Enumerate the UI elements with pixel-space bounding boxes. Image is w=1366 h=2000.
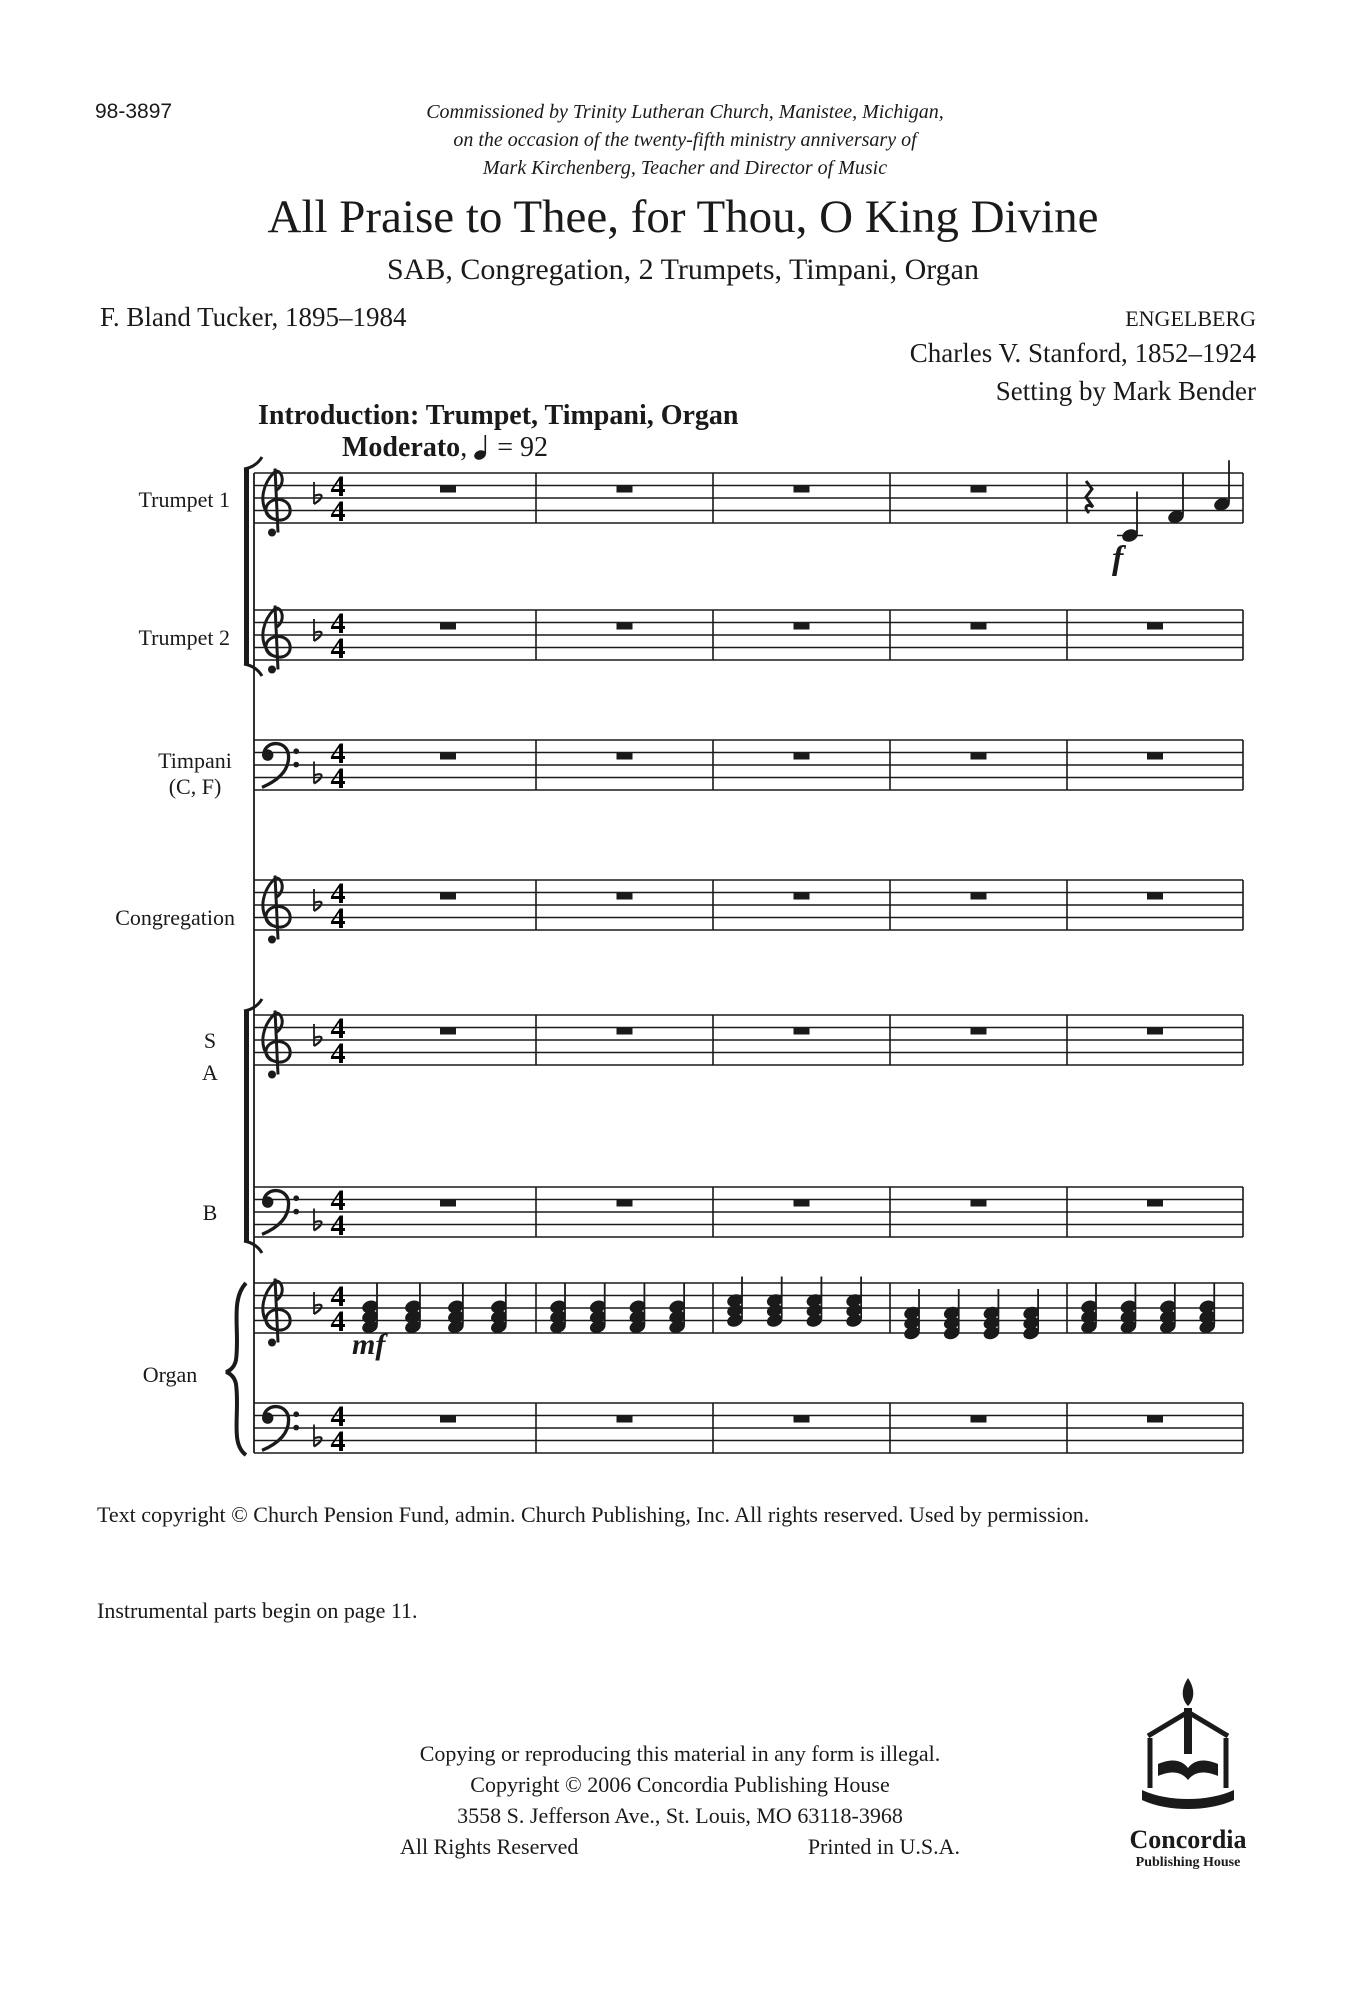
time-signature-bottom: 4 [330,632,346,666]
staff-trumpet2 [254,606,1243,674]
whole-rest [794,1028,810,1035]
staff-label-alto: A [202,1060,218,1085]
whole-rest [1147,1416,1163,1423]
commission-line: Mark Kirchenberg, Teacher and Director of Music [482,157,888,179]
dynamic-mezzo-forte: mf [352,1328,386,1361]
staff-label-congregation: Congregation [115,905,235,930]
whole-rest [794,486,810,493]
time-signature-top: 4 [330,877,346,911]
choir-bracket [244,999,262,1253]
whole-rest [971,1200,987,1207]
time-signature-bottom: 4 [330,1037,346,1071]
whole-rest [971,893,987,900]
legal-notice [360,1738,1000,1862]
whole-rest [617,1028,633,1035]
page-subtitle: SAB, Congregation, 2 Trumpets, Timpani, Organ [386,253,980,286]
staff-timpani [254,737,1243,795]
instrumental-note: Instrumental parts begin on page 11. [97,1598,418,1623]
time-signature-top: 4 [330,607,346,641]
whole-rest [617,893,633,900]
tempo-word: Moderato [342,432,461,463]
whole-rest [1147,1200,1163,1207]
setting-credit: Setting by Mark Bender [995,376,1256,406]
whole-rest [617,753,633,760]
whole-rest [971,486,987,493]
tempo-marking: Moderato, = 92 [342,432,548,463]
logo-name: Concordia [1129,1825,1247,1854]
whole-rest [617,1416,633,1423]
whole-rest [617,623,633,630]
staff-soprano-alto [254,1011,1243,1079]
time-signature-top: 4 [330,1184,346,1218]
logo-subtitle: Publishing House [1135,1855,1241,1870]
organ-chord [668,1283,687,1335]
whole-rest [1147,893,1163,900]
staff-label-soprano: S [203,1028,217,1053]
commission-line: Commissioned by Trinity Lutheran Church, Manistee, Michigan, [426,101,944,123]
whole-rest [971,1028,987,1035]
time-signature-bottom: 4 [330,1305,346,1339]
commission-line: on the occasion of the twenty-fifth ministry anniversary of [453,129,917,151]
whole-rest [971,753,987,760]
tune-name: ENGELBERG [1125,306,1256,331]
time-signature-bottom: 4 [330,1425,346,1459]
whole-rest [1147,753,1163,760]
organ-chord [725,1277,744,1329]
organ-chord [1022,1289,1041,1341]
organ-chord [489,1283,508,1335]
church-candle-icon [1128,1676,1248,1826]
staff-organ-bass [254,1400,1243,1458]
organ-chord [548,1283,567,1335]
whole-rest [440,893,456,900]
quarter-note [1117,492,1143,544]
organ-chord [628,1283,647,1335]
staff-label-bass: B [202,1200,218,1225]
catalog-number: 98-3897 [95,100,173,123]
organ-chord [765,1277,784,1329]
organ-chord [1158,1283,1177,1335]
whole-rest [440,486,456,493]
composer: Charles V. Stanford, 1852–1924 [909,338,1256,368]
whole-rest [794,893,810,900]
organ-chord [403,1283,422,1335]
whole-rest [794,1200,810,1207]
organ-chord [902,1289,921,1341]
organ-brace-icon [226,1283,246,1455]
timpani-tuning: (C, F) [168,774,222,799]
whole-rest [971,623,987,630]
quarter-note [1166,473,1185,525]
staff-congregation [254,876,1243,944]
staff-trumpet1 [254,469,1243,537]
time-signature-bottom: 4 [330,902,346,936]
organ-chord [446,1283,465,1335]
time-signature-bottom: 4 [330,762,346,796]
whole-rest [440,623,456,630]
whole-rest [440,753,456,760]
whole-rest [794,1416,810,1423]
staff-label-organ: Organ [142,1362,198,1387]
timpani-name: Timpani [158,748,232,773]
text-copyright: Text copyright © Church Pension Fund, admin. Church Publishing, Inc. All rights reserved. Used by permission. [97,1502,1090,1527]
staff-label-trumpet1: Trumpet 1 [138,487,230,512]
time-signature-top: 4 [330,737,346,771]
organ-chord [845,1277,864,1329]
treble-clef-icon [263,1279,290,1347]
time-signature-top: 4 [330,1400,346,1434]
treble-clef-icon [263,1011,290,1079]
whole-rest [617,1200,633,1207]
legal-line: 3558 S. Jefferson Ave., St. Louis, MO 63118-3968 [457,1803,903,1828]
organ-chord [1198,1283,1217,1335]
whole-rest [440,1200,456,1207]
trumpet-bracket [244,457,262,676]
whole-rest [1147,1028,1163,1035]
organ-chord [588,1283,607,1335]
staff-bass [254,1184,1243,1242]
treble-clef-icon [263,876,290,944]
time-signature-top: 4 [330,470,346,504]
quarter-note [1212,460,1231,512]
organ-chord [1119,1283,1138,1335]
staff-label-trumpet2: Trumpet 2 [138,625,230,650]
treble-clef-icon [263,469,290,537]
rights-reserved: All Rights Reserved [400,1834,579,1859]
page-title: All Praise to Thee, for Thou, O King Divine [267,191,1099,243]
publisher-logo [1118,1676,1258,1871]
time-signature-top: 4 [330,1012,346,1046]
organ-chord [805,1277,824,1329]
time-signature-top: 4 [330,1280,346,1314]
organ-chord [1079,1283,1098,1335]
whole-rest [971,1416,987,1423]
organ-chord [942,1289,961,1341]
dynamic-forte: f [1112,540,1124,577]
text-author: F. Bland Tucker, 1895–1984 [100,302,407,332]
organ-chord [982,1289,1001,1341]
whole-rest [794,623,810,630]
introduction-heading: Introduction: Trumpet, Timpani, Organ [258,400,739,431]
whole-rest [794,753,810,760]
whole-rest [440,1028,456,1035]
legal-row [360,1831,1000,1862]
treble-clef-icon [263,606,290,674]
time-signature-bottom: 4 [330,495,346,529]
time-signature-bottom: 4 [330,1209,346,1243]
tempo-value: = 92 [497,432,548,463]
printed-in: Printed in U.S.A. [807,1834,960,1859]
whole-rest [440,1416,456,1423]
whole-rest [617,486,633,493]
whole-rest [1147,623,1163,630]
legal-line: Copyright © 2006 Concordia Publishing House [470,1772,890,1797]
legal-line: Copying or reproducing this material in any form is illegal. [419,1741,941,1766]
